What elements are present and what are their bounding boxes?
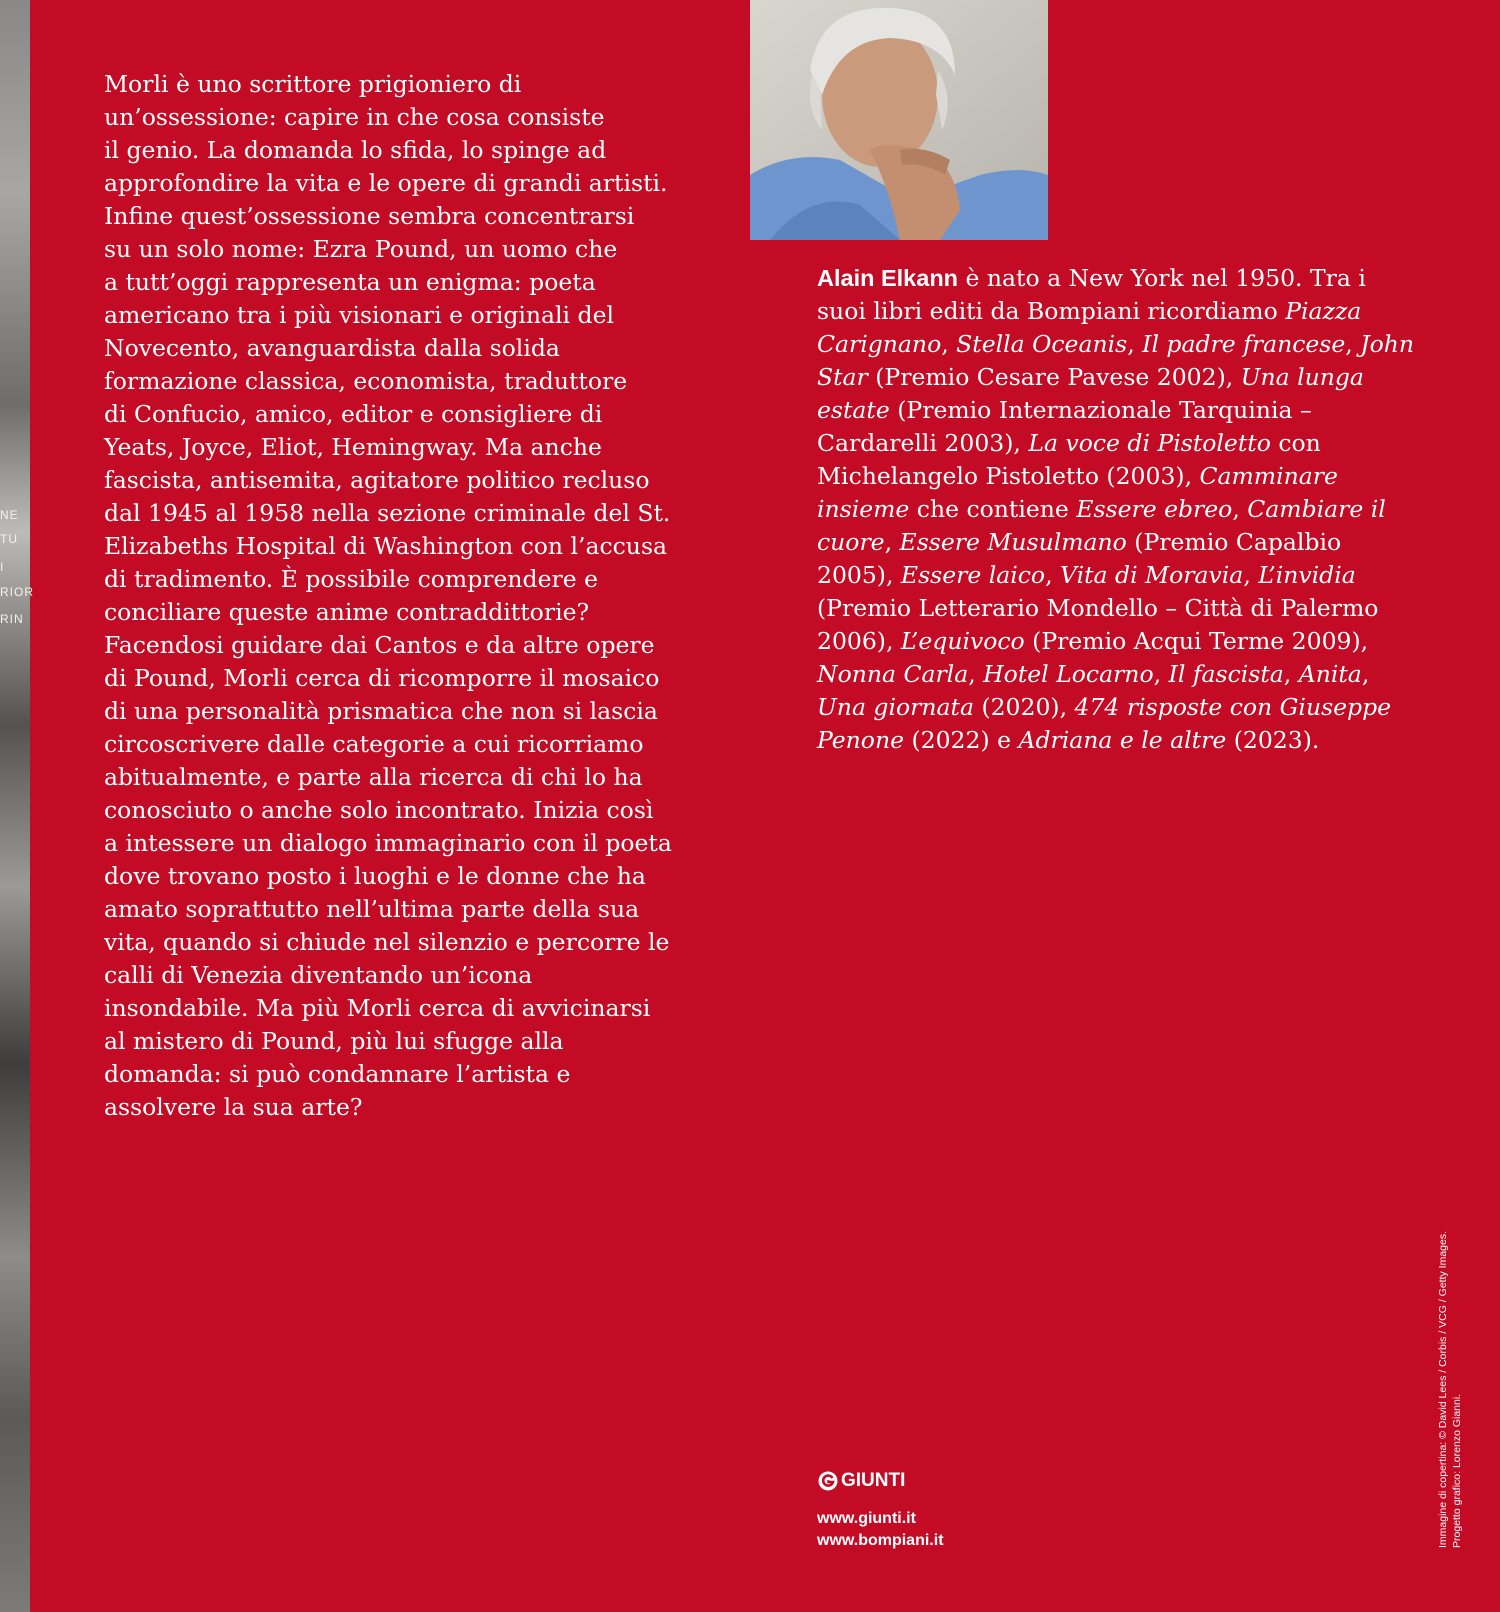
book-title: Essere ebreo [1076,495,1233,523]
author-portrait-image [750,0,1048,240]
book-title: Vita di Moravia [1060,561,1244,589]
book-title: Adriana e le altre [1018,726,1227,754]
book-title: John Star [817,330,1415,391]
book-title: L’invidia [1258,561,1356,589]
bio-text: , [1232,495,1248,523]
bio-text: , [968,660,984,688]
bio-text: è nato a New York nel 1950. Tra i suoi libri editi da Bompiani ricordiamo [817,264,1366,325]
strip-mark: RIOR [0,585,34,599]
book-title: Stella Oceanis [956,330,1128,358]
book-blurb: Morli è uno scrittore prigioniero di un’ossessione: capire in che cosa consiste il genio. La domanda lo sfida, lo spinge ad approfondire la vita e le opere di grandi artisti. Infine quest’ossessione sembra concentrarsi su un solo nome: Ezra Pound, un uomo che a tutt’oggi rappresenta un enigma: poeta americano tra i più visionari e originali del Novecento, avanguardista dalla solida formazione classica, economista, traduttore di Confucio, amico, editor e consigliere di Yeats, Joyce, Eliot, Hemingway. Ma anche fascista, antisemita, agitatore politico recluso dal 1945 al 1958 nella sezione criminale del St. Elizabeths Hospital di Washington con l’accusa di tradimento. È possibile comprendere e conciliare queste anime contraddittorie? Facendosi guidare dai Cantos e da altre opere di Pound, Morli cerca di ricomporre il mosaico di una personalità prismatica che non si lascia circoscrivere dalle categorie a cui ricorriamo abitualmente, e parte alla ricerca di chi lo ha conosciuto o anche solo incontrato. Inizia così a intessere un dialogo immaginario con il poeta dove trovano posto i luoghi e le donne che ha amato soprattutto nell’ultima parte della sua vita, quando si chiude nel silenzio e percorre le calli di Venezia diventando un’icona insondabile. Ma più Morli cerca di avvicinarsi al mistero di Pound, più lui sfugge alla domanda: si può condannare l’artista e assolvere la sua arte? [104,70,672,1121]
author-name: Alain Elkann [817,265,959,291]
cover-image-credit: Immagine di copertina: © David Lees / Corbis / VCG / Getty Images. [1437,1230,1449,1548]
book-title: Piazza Carignano [817,297,1362,358]
strip-mark: NE [0,508,19,522]
author-portrait [750,0,1048,240]
design-credit: Progetto grafico: Lorenzo Gianni. [1451,1393,1463,1548]
book-title: 474 risposte con Giuseppe Penone [817,693,1392,754]
book-title: Il padre francese [1142,330,1346,358]
publisher-block [817,1470,944,1552]
book-title: Una giornata [817,693,974,721]
bio-text: , [941,330,957,358]
bio-text: (Premio Capalbio 2005), [817,528,1342,589]
bio-text: che contiene [909,495,1077,523]
website-link-giunti[interactable]: www.giunti.it [817,1510,916,1527]
publisher-logo-text: GIUNTI [841,1470,906,1491]
bio-text: , [1127,330,1143,358]
bio-text: (2023). [1226,726,1320,754]
bio-text: con Michelangelo Pistoletto (2003), [817,429,1321,490]
strip-mark: TU [0,532,18,546]
bio-text: , [1345,330,1361,358]
book-title: Essere Musulmano [899,528,1127,556]
bio-text: , [1153,660,1169,688]
bio-text: (2022) e [904,726,1019,754]
book-title: Hotel Locarno [983,660,1154,688]
book-title: L’equivoco [900,627,1025,655]
bio-text: (Premio Acqui Terme 2009), [1024,627,1369,655]
bio-text: , [1361,660,1370,688]
bio-text: , [1045,561,1061,589]
bio-text: (2020), [973,693,1075,721]
cover-photo-strip [0,0,34,1612]
book-title: Una lunga estate [817,363,1364,424]
author-bio [817,262,1417,757]
bio-text: , [1243,561,1259,589]
publisher-logo [817,1470,944,1492]
book-title: Il fascista [1168,660,1284,688]
bio-text: , [1283,660,1299,688]
book-title: Nonna Carla [817,660,969,688]
book-title: Anita [1298,660,1362,688]
bio-text: , [884,528,900,556]
giunti-logo-icon [817,1470,839,1492]
publisher-links [817,1508,944,1552]
bio-text: (Premio Internazionale Tarquinia – Cardarelli 2003), [817,396,1312,457]
book-title: Camminare insieme [817,462,1338,523]
book-title: Essere laico [900,561,1046,589]
website-link-bompiani[interactable]: www.bompiani.it [817,1532,944,1549]
book-title: Cambiare il cuore [817,495,1386,556]
strip-mark: RIN [0,612,24,626]
bio-text: (Premio Cesare Pavese 2002), [867,363,1241,391]
strip-mark: I [0,560,5,574]
book-title: La voce di Pistoletto [1028,429,1271,457]
bio-text: (Premio Letterario Mondello – Città di Palermo 2006), [817,594,1379,655]
image-credits [1436,1231,1464,1548]
